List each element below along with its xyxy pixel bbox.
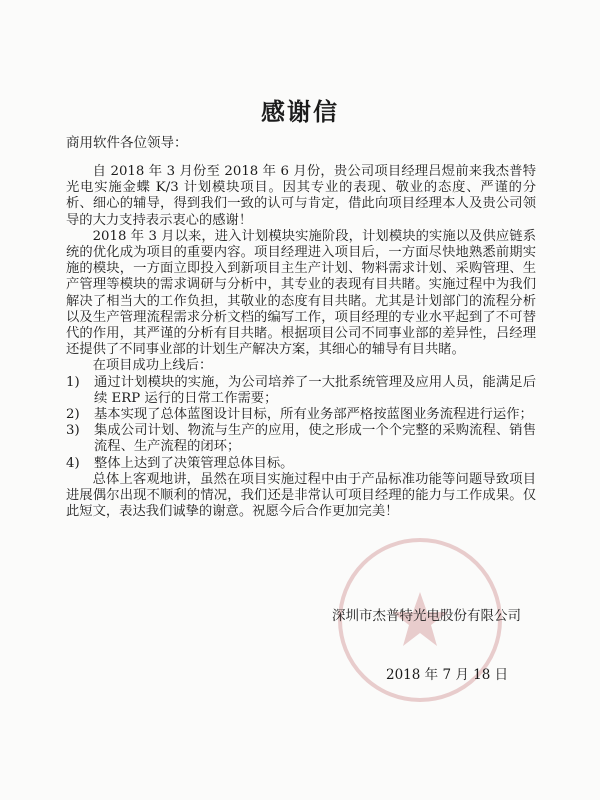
- list-item-number: 1): [66, 374, 80, 390]
- salutation: 商用软件各位领导：: [66, 135, 188, 151]
- paragraph-implementation: 2018 年 3 月以来，进入计划模块实施阶段，计划模块的实施以及供应链系统的优化成为项目的重要内容。项目经理进入项目后，一方面尽快地熟悉前期实施的模块，一方面立即投入到新项目主生产计划、物料需求计划、采购管理、生产管理等模块的需求调研与分析中，其专业的表现有目共睹。实施过程中为我们解决了相当大的工作负担，其敬业的态度有目共睹。尤其是计划部门的流程分析以及生产管理流程需求分析文档的编写工作，项目经理的专业水平起到了不可替代的作用，其严谨的分析有目共睹。根据项目公司不同事业部的差异性，吕经理还提供了不同事业部的计划生产解决方案，其细心的辅导有目共睹。: [66, 228, 536, 358]
- letter-title: 感谢信: [261, 98, 339, 126]
- list-item-text: 整体上达到了决策管理总体目标。: [94, 455, 294, 471]
- list-item-number: 3): [66, 423, 80, 439]
- list-item-text: 集成公司计划、物流与生产的应用，使之形成一个个完整的采购流程、销售流程、生产流程的闭环；: [94, 423, 536, 455]
- paragraph-intro: 自 2018 年 3 月份至 2018 年 6 月份，贵公司项目经理吕煜前来我杰普特光电实施金蝶 K/3 计划模块项目。因其专业的表现、敬业的态度、严谨的分析、细心的辅导，得到我们一致的认可与肯定，借此向项目经理本人及贵公司领导的大力支持表示衷心的感谢！: [66, 164, 536, 228]
- results-list: [66, 375, 536, 472]
- list-item-number: 2): [66, 407, 80, 423]
- letter-date: 2018 年 7 月 18 日: [386, 667, 509, 683]
- list-item: [66, 375, 536, 407]
- paragraph-conclusion: 总体上客观地讲，虽然在项目实施过程中由于产品标准功能等问题导致项目进展偶尔出现不顺利的情况，我们还是非常认可项目经理的能力与工作成果。仅此短文，表达我们诚挚的谢意。祝愿今后合作更加完美！: [66, 471, 536, 520]
- paragraph-results-intro: 在项目成功上线后：: [92, 358, 213, 374]
- list-item-text: 基本实现了总体蓝图设计目标，所有业务部严格按蓝图业务流程进行运作；: [94, 407, 533, 423]
- list-item: [66, 456, 536, 472]
- signer-company: 深圳市杰普特光电股份有限公司: [332, 608, 521, 624]
- list-item: [66, 407, 536, 423]
- list-item-text: 通过计划模块的实施，为公司培养了一大批系统管理及应用人员，能满足后续 ERP 运行的日常工作需要；: [94, 374, 536, 406]
- list-item-number: 4): [66, 455, 80, 471]
- list-item: [66, 423, 536, 455]
- letter-body: [66, 164, 536, 520]
